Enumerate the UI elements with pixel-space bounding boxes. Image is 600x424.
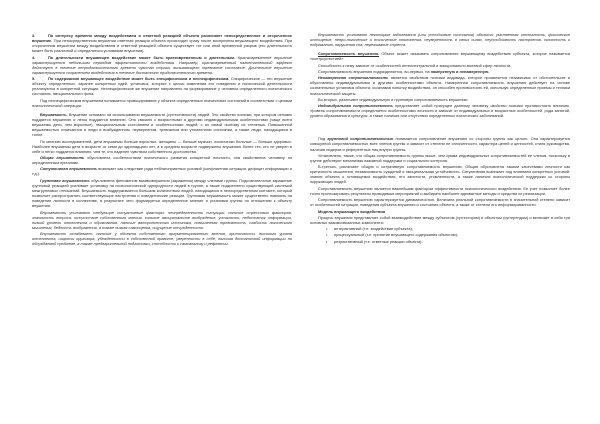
paragraph-dynamics: Сопротивляемость внушению характеризуется динамичностью. Величина реальной сопротивляемости в значительной степени зависит от особенностей ситуации, поведения субъекта внушения и состояния объекта, а также от степени его информированности. bbox=[310, 197, 570, 208]
item-3: 3. По интересу времени между воздействием и ответной реакцией объекта различают непосредственное и отсроченное внушение. При непосредственном внушении ответная реакция объекта происходит сразу после восприятия внушающего воздействия. При отсроченном внушении между воздействием и ответной реакцией объекта существует тот или иной временной разрыв (его длительность может быть различной и определяться условиями внушения). bbox=[32, 33, 292, 54]
paragraph-general-suggestibility: Общая внушаемость обусловлена особенностями психического развития конкретной личности, она свойственна человеку по определенным причинам. bbox=[32, 155, 292, 166]
paragraph-divide: Сопротивляемость внушению подразделяется, во-первых, на намеренную и ненамеренную. bbox=[318, 68, 490, 74]
paragraph-unintended: Ненамеренная сопротивляемость является свойством психики индивида, которое проявляется независимо от обстоятельств и обусловлено индивидуальными и другими особенностями объекта. Намеренная сопротивляемость внушению действует на основе сознательных установок объекта; осознавая попытку воздействия, он способен противостоять ей, используя определенные приемы и техники психологической защиты. bbox=[310, 75, 570, 96]
paragraph-ability: Способность к нему зависит от особенностей интеллектуальной и эмоционально-волевой сфер личности. bbox=[318, 62, 512, 68]
paragraph-nonspecific: Под неспецифическим внушением понимается провоцирование у объекта определенных психических состояний в соответствии с целями психологической операции. bbox=[32, 97, 292, 108]
item-5: 5. По содержанию внушающее воздействие может быть специфическим и неспецифическим. Специфическое — это внушение объекту определенных, заранее конкретных идей, установок, которые с целью изменения его поведения и психической деятельности реализуются в конкретной ситуации. Неспецифическое же внушение направлено на формирование у человека определенного психического состояния, эмоционального фона. bbox=[32, 76, 292, 97]
paragraph-diseases: Внушаемость усиливают некоторые заболевания (или устойчивые состояния) объекта: умственная отсталость, физическое истощение, невро-логические и психические отклонения, неуверенность в своих силах, неустойчивость настроения, склонность к подражанию, нарушения сна, переживание стресса. bbox=[310, 32, 570, 48]
section-heading-model: Модель внушающего воздействия bbox=[318, 208, 385, 214]
paragraph-suggestibility: Внушаемость. Внушение основано на использовании внушаемости (суггестивности) людей. Это свойство психики, при котором человек поддается внушению и легко поддается влиянию. Оно связано с возрастными и другими индивидуальными особенностями (чаще всего внушаемы дети, чем взрослые), эмоциональным состоянием и особенностями людей, с их самой поэтому их степенью. Повышенной внушаемостью отличаются и люди в возбужденном, неуверенном, тревожном или утомленном состоянии, а также люди, находящиеся в толпе. bbox=[32, 111, 292, 138]
list-item: • результативный (т.е. ответные реакции объекта). bbox=[334, 239, 570, 244]
item-4: 4. По длительности внушающее воздействие может быть кратковременным и длительным. Кратковременное внушение характеризуется небольшим периодом эффективности воздействия. Например, кратковременный нагнетательный эффект действует в течение непродолжительного времени чувства страха, вызывающего тревожное состояние. Длительное внушение характеризуется сохранением воздействия в течение достаточно продолжительного времени. bbox=[32, 54, 292, 75]
paragraph-model-intro: Процесс внушения представляет собой взаимодействие между субъектом (суггестором) и объектом (суггерендом) и включает в себя три основных взаимосвязанных компонента: bbox=[310, 214, 570, 225]
paragraph-situational-suggestibility: Ситуативная внушаемость возникает как следствие ряда неблагоприятных условий (конфликтная ситуация, дефицит информации и т.д.). bbox=[32, 166, 292, 177]
list-item: • интерактивный (т.е. воздействие субъекта); bbox=[334, 226, 570, 231]
paragraph-group-suggestibility: Групповая внушаемость обусловлена феноменом взаимовнушения (заражения) между членами группы. Подсознательное заражение групповой реакцией усиливает установку на психологической однородности людей в группе, а также подкреплено существующей системой межгрупповых отношений. Внушаемость поддерживается большим количеством людей, находящихся в непосредственном контакте, который позволяет распространять соответствующие настроения и поведенческие реакции. Групповая внушаемость может существенно повлиять на поведение личности в коллективе, в результате чего формируется определенное мнение и установки группы по отношению к объекту внушения. bbox=[32, 177, 292, 209]
paragraph-individual: Индивидуальная сопротивляемость представляет собой присущее данному человеку свойство психики противостоять влиянию. Уровень сопротивляемости определяется особенностями личности и зависит от индивидуальных и возрастных особенностей, рода занятий, уровня образования и культуры, а также наличия или отсутствия определенных психических заболеваний. bbox=[310, 103, 570, 119]
paragraph-active: Установлено, также, что общая сопротивляемость группы выше, чем сумма индивидуальных сопротивляемостей ее членов, поскольку в группе действуют механизмы взаимной поддержки и социального контроля. bbox=[310, 152, 570, 163]
paragraph-children: По мнению исследователей, дети внушаемы больше взрослых, женщины — больше мужчин, психически больные — больше здоровых. Наиболее внушаемы дети в возрасте от семи до одиннадцати лет, а в среднем возрасте подвержены внушению более тех, кто не уверен в себе и легко поддается влиянию, чем те, кто наделен чувством собственного достоинства. bbox=[32, 138, 292, 154]
paragraph-third: В-третьих, различают общую и ситуативную сопротивляемость внушению. Общая обусловлена такими качествами личности как критичность мышления, независимость суждений и эмоциональная устойчивость. Ситуативная возникает под влиянием конкретных условий: знания объекта о готовящемся воздействии, его занятости, утомленности, а также наличия психологической поддержки со стороны окружающих людей. bbox=[310, 164, 570, 185]
left-page-column bbox=[32, 33, 292, 248]
paragraph-group-resistance: Под групповой сопротивляемостью понимается сопротивление внушению со стороны группы как целого. Она характеризуется совокупной сопротивляемостью всех членов группы и зависит от степени ее сплоченности, характера целей и ценностей, стиля руководства, наличия лидеров и референтных лиц внутри группы. bbox=[310, 136, 570, 152]
paragraph-info: Сопротивляемость внушению является важнейшим фактором эффективности психологического воздействия. Ее учет позволяет более точно прогнозировать результаты проводимых мероприятий и выбирать наиболее адекватные методы и средства их реализации. bbox=[310, 185, 570, 196]
right-page-column bbox=[310, 32, 570, 245]
paragraph-types: Во-вторых, различают индивидуальную и групповую сопротивляемость внушению. bbox=[318, 96, 469, 102]
component-list bbox=[310, 226, 570, 244]
list-item: • процессуальный (т.е. принятие внушающего содержания объектом); bbox=[334, 232, 570, 237]
paragraph-factors: Внушаемость усиливают следующие ситуативные факторы: неопределенность ситуации, наличие стрессовых факторов, значимость вопроса, отсутствие собственного мнения, сильное эмоциональное возбуждение, усталость, недостаток информации, низкий уровень интеллекта и образования, наличие авторитетного источника, повышенная тревожность, слабость логического мышления, бедность воображения, а также низкая самооценка, ощущение отчужденности. bbox=[32, 209, 292, 230]
paragraph-resistance: Сопротивляемость внушению. Объект может оказывать сопротивление внушающему воздействию субъекта, которое называется «контрсуггестией». bbox=[310, 51, 570, 62]
paragraph-weakening: Внушаемость ослабевает: наличие у объекта собственного аргументированного мнения, критичности, высокого уровня интеллекта, широты кругозора, убежденности в собственной правоте, уверенности в себе, наличия достаточной информации по обсуждаемой проблеме, а также предварительной подготовки, способности к самоанализу и рефлексии. bbox=[32, 231, 292, 247]
